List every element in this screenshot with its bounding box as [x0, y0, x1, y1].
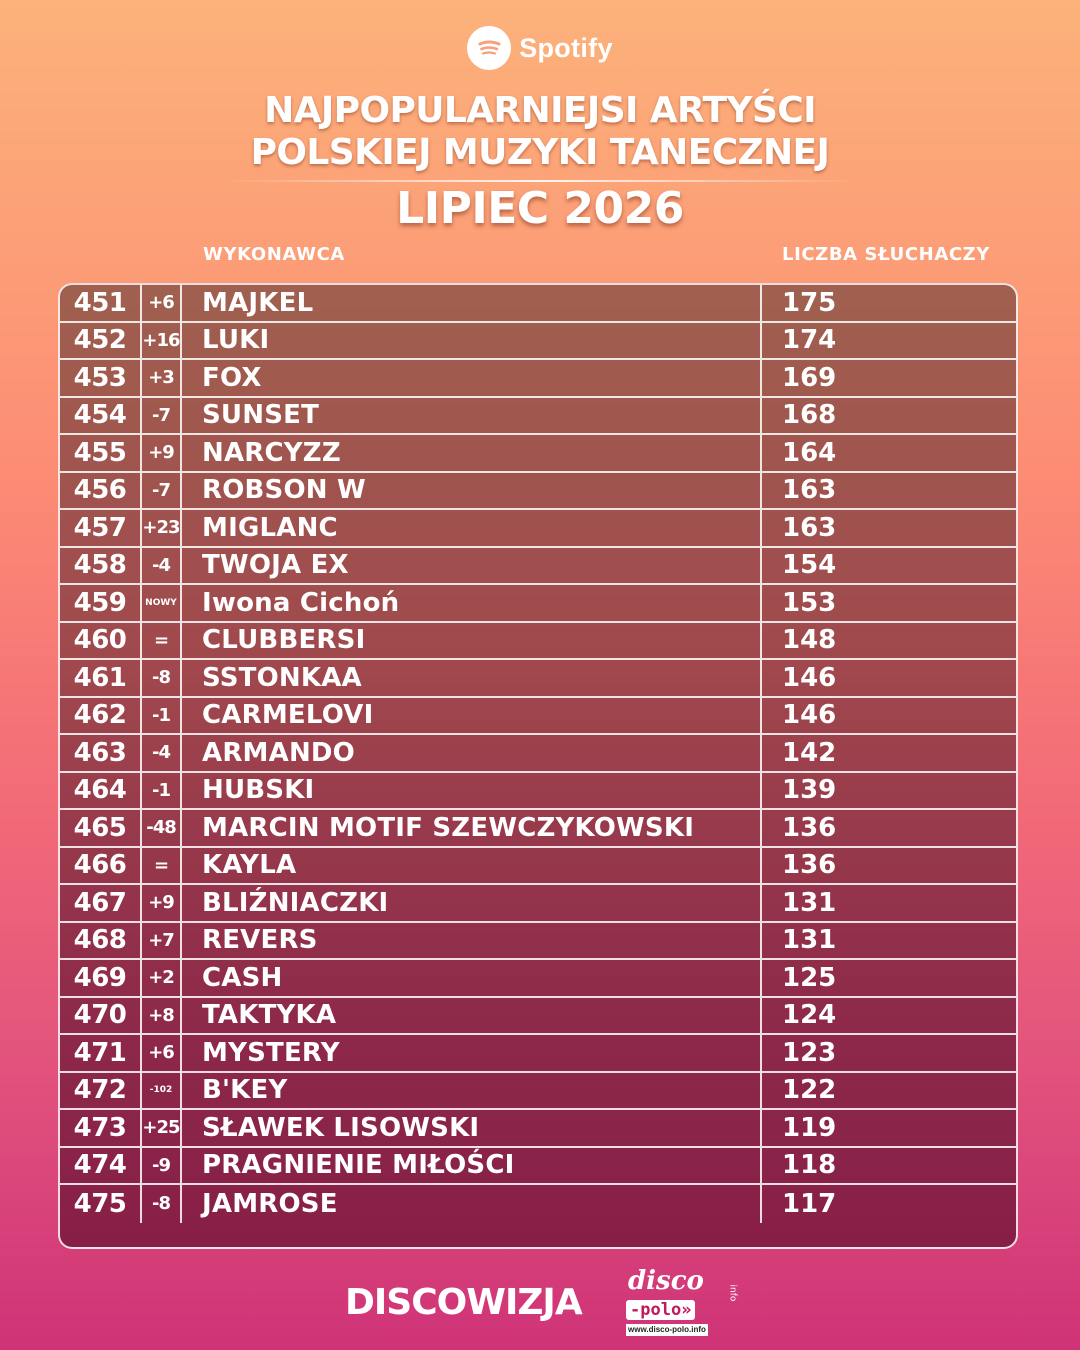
listeners-cell: 117 [782, 1188, 837, 1219]
listeners-cell: 118 [782, 1150, 837, 1181]
column-divider [760, 323, 762, 359]
listeners-cell: 146 [782, 700, 837, 731]
column-divider [760, 885, 762, 921]
table-row [60, 848, 1016, 886]
discowizja-logo: DISCOWIZJA [345, 1282, 582, 1323]
table-row [60, 923, 1016, 961]
column-divider [760, 435, 762, 471]
change-cell: -1 [152, 779, 170, 801]
listeners-cell: 174 [782, 325, 837, 356]
column-divider [180, 510, 182, 546]
table-row [60, 1035, 1016, 1073]
artist-cell: FOX [202, 362, 262, 393]
rank-cell: 473 [73, 1112, 127, 1143]
artist-cell: MYSTERY [202, 1037, 340, 1068]
column-divider [760, 398, 762, 434]
rank-cell: 454 [73, 400, 127, 431]
artist-cell: TAKTYKA [202, 1000, 337, 1031]
change-cell: +2 [148, 967, 174, 989]
artist-cell: MAJKEL [202, 287, 314, 318]
table-row [60, 585, 1016, 623]
disco-polo-logo-polo-text: -polo [630, 1300, 682, 1320]
artist-cell: BLIŹNIACZKI [202, 887, 389, 918]
listeners-cell: 163 [782, 475, 837, 506]
column-divider [760, 285, 762, 321]
column-divider [180, 285, 182, 321]
table-row [60, 1148, 1016, 1186]
column-divider [180, 660, 182, 696]
listeners-cell: 175 [782, 287, 837, 318]
title-divider [220, 180, 860, 182]
listeners-cell: 139 [782, 775, 837, 806]
table-row [60, 510, 1016, 548]
page-subtitle: LIPIEC 2026 [396, 183, 684, 234]
rank-cell: 468 [73, 925, 127, 956]
page-title [0, 90, 1080, 174]
artist-cell: SŁAWEK LISOWSKI [202, 1112, 480, 1143]
rank-cell: 453 [73, 362, 127, 393]
column-divider [180, 735, 182, 771]
column-divider [180, 1148, 182, 1184]
rank-cell: 462 [73, 700, 127, 731]
artist-cell: PRAGNIENIE MIŁOŚCI [202, 1150, 515, 1181]
rank-cell: 460 [73, 625, 127, 656]
listeners-cell: 119 [782, 1112, 837, 1143]
table-row [60, 1185, 1016, 1223]
brand [0, 24, 1080, 72]
disco-polo-logo-polo [626, 1300, 695, 1320]
disco-polo-logo-url: www.disco-polo.info [628, 1325, 706, 1334]
column-divider [180, 848, 182, 884]
listeners-cell: 131 [782, 925, 837, 956]
change-cell: +9 [148, 892, 174, 914]
change-cell: +6 [148, 1042, 174, 1064]
column-divider [180, 698, 182, 734]
column-divider [760, 1148, 762, 1184]
column-divider [180, 1110, 182, 1146]
table-row [60, 548, 1016, 586]
column-divider [180, 960, 182, 996]
column-divider [180, 810, 182, 846]
column-divider [180, 548, 182, 584]
change-cell: +8 [148, 1004, 174, 1026]
change-cell: = [153, 854, 169, 876]
column-divider [180, 998, 182, 1034]
artist-cell: ROBSON W [202, 475, 366, 506]
table-row [60, 398, 1016, 436]
artist-cell: CASH [202, 962, 283, 993]
change-cell: +3 [148, 367, 174, 389]
change-cell: +9 [148, 442, 174, 464]
column-header-listeners: LICZBA SŁUCHACZY [782, 244, 990, 265]
artist-cell: B'KEY [202, 1075, 288, 1106]
rank-cell: 452 [73, 325, 127, 356]
table-row [60, 473, 1016, 511]
listeners-cell: 163 [782, 512, 837, 543]
rank-cell: 469 [73, 962, 127, 993]
change-cell: +25 [142, 1117, 180, 1139]
listeners-cell: 168 [782, 400, 837, 431]
column-divider [760, 923, 762, 959]
change-cell: -8 [152, 667, 170, 689]
listeners-cell: 131 [782, 887, 837, 918]
column-divider [180, 773, 182, 809]
table-row [60, 698, 1016, 736]
artist-cell: Iwona Cichoń [202, 587, 400, 618]
column-divider [760, 998, 762, 1034]
change-cell: -4 [152, 742, 170, 764]
rank-cell: 461 [73, 662, 127, 693]
table-row [60, 735, 1016, 773]
column-divider [760, 1185, 762, 1223]
change-cell: = [153, 629, 169, 651]
artist-cell: MIGLANC [202, 512, 338, 543]
listeners-cell: 142 [782, 737, 837, 768]
change-cell: -7 [152, 479, 170, 501]
column-divider [180, 398, 182, 434]
artist-cell: SSTONKAA [202, 662, 362, 693]
rank-cell: 458 [73, 550, 127, 581]
table-row [60, 623, 1016, 661]
column-divider [760, 548, 762, 584]
artist-cell: TWOJA EX [202, 550, 349, 581]
artist-cell: LUKI [202, 325, 270, 356]
artist-cell: HUBSKI [202, 775, 315, 806]
table-row [60, 998, 1016, 1036]
table-row [60, 285, 1016, 323]
change-cell: -7 [152, 404, 170, 426]
column-divider [760, 735, 762, 771]
rank-cell: 474 [73, 1150, 127, 1181]
title-line-2: POLSKIEJ MUZYKI TANECZNEJ [250, 132, 830, 173]
change-cell: +7 [148, 929, 174, 951]
column-divider [760, 1073, 762, 1109]
table-row [60, 1110, 1016, 1148]
column-divider [180, 323, 182, 359]
listeners-cell: 125 [782, 962, 837, 993]
table-row [60, 360, 1016, 398]
listeners-cell: 164 [782, 437, 837, 468]
artist-cell: NARCYZZ [202, 437, 341, 468]
column-divider [760, 623, 762, 659]
column-divider [760, 960, 762, 996]
column-divider [760, 473, 762, 509]
artist-cell: MARCIN MOTIF SZEWCZYKOWSKI [202, 812, 695, 843]
double-chevron-icon: » [681, 1300, 692, 1320]
rank-cell: 457 [73, 512, 127, 543]
listeners-cell: 122 [782, 1075, 837, 1106]
artist-cell: CLUBBERSI [202, 625, 366, 656]
column-divider [180, 885, 182, 921]
table-row [60, 435, 1016, 473]
ranking-table [58, 283, 1018, 1249]
disco-polo-logo-disco: disco [628, 1266, 704, 1296]
column-divider [180, 1073, 182, 1109]
table-row [60, 660, 1016, 698]
table-row [60, 773, 1016, 811]
change-cell: +23 [142, 517, 180, 539]
change-cell: NOWY [145, 597, 177, 608]
table-row [60, 323, 1016, 361]
column-divider [180, 1185, 182, 1223]
artist-cell: CARMELOVI [202, 700, 374, 731]
column-divider [180, 585, 182, 621]
column-divider [760, 810, 762, 846]
column-divider [180, 473, 182, 509]
listeners-cell: 153 [782, 587, 837, 618]
artist-cell: SUNSET [202, 400, 320, 431]
table-row [60, 885, 1016, 923]
artist-cell: KAYLA [202, 850, 297, 881]
brand-name: Spotify [519, 32, 613, 63]
column-divider [180, 623, 182, 659]
listeners-cell: 136 [782, 850, 837, 881]
change-cell: -48 [146, 817, 176, 839]
column-divider [760, 848, 762, 884]
table-row [60, 810, 1016, 848]
change-cell: +16 [142, 329, 180, 351]
artist-cell: ARMANDO [202, 737, 355, 768]
column-divider [760, 773, 762, 809]
listeners-cell: 169 [782, 362, 837, 393]
column-divider [760, 660, 762, 696]
table-row [60, 960, 1016, 998]
footer [0, 1264, 1080, 1344]
listeners-cell: 124 [782, 1000, 837, 1031]
rank-cell: 475 [73, 1188, 127, 1219]
rank-cell: 451 [73, 287, 127, 318]
rank-cell: 466 [73, 850, 127, 881]
rank-cell: 464 [73, 775, 127, 806]
rank-cell: 465 [73, 812, 127, 843]
listeners-cell: 123 [782, 1037, 837, 1068]
rank-cell: 463 [73, 737, 127, 768]
change-cell: -8 [152, 1193, 170, 1215]
rank-cell: 467 [73, 887, 127, 918]
spotify-logo-icon [467, 26, 511, 70]
rank-cell: 471 [73, 1037, 127, 1068]
change-cell: -1 [152, 704, 170, 726]
listeners-cell: 148 [782, 625, 837, 656]
change-cell: -9 [152, 1154, 170, 1176]
listeners-cell: 136 [782, 812, 837, 843]
column-header-artist: WYKONAWCA [203, 244, 345, 265]
column-divider [180, 923, 182, 959]
column-divider [180, 1035, 182, 1071]
rank-cell: 456 [73, 475, 127, 506]
column-divider [760, 510, 762, 546]
column-divider [760, 698, 762, 734]
change-cell: +6 [148, 292, 174, 314]
column-divider [760, 1035, 762, 1071]
listeners-cell: 154 [782, 550, 837, 581]
rank-cell: 472 [73, 1075, 127, 1106]
column-divider [180, 360, 182, 396]
header [0, 24, 1080, 234]
column-divider [760, 360, 762, 396]
disco-polo-logo [624, 1266, 744, 1338]
table-row [60, 1073, 1016, 1111]
column-divider [180, 435, 182, 471]
rank-cell: 459 [73, 587, 127, 618]
artist-cell: REVERS [202, 925, 318, 956]
column-divider [760, 1110, 762, 1146]
listeners-cell: 146 [782, 662, 837, 693]
artist-cell: JAMROSE [202, 1188, 338, 1219]
disco-polo-logo-info: info [727, 1284, 738, 1302]
rank-cell: 470 [73, 1000, 127, 1031]
title-line-1: NAJPOPULARNIEJSI ARTYŚCI [264, 90, 816, 131]
rank-cell: 455 [73, 437, 127, 468]
change-cell: -4 [152, 554, 170, 576]
change-cell: -102 [149, 1085, 173, 1096]
column-divider [760, 585, 762, 621]
